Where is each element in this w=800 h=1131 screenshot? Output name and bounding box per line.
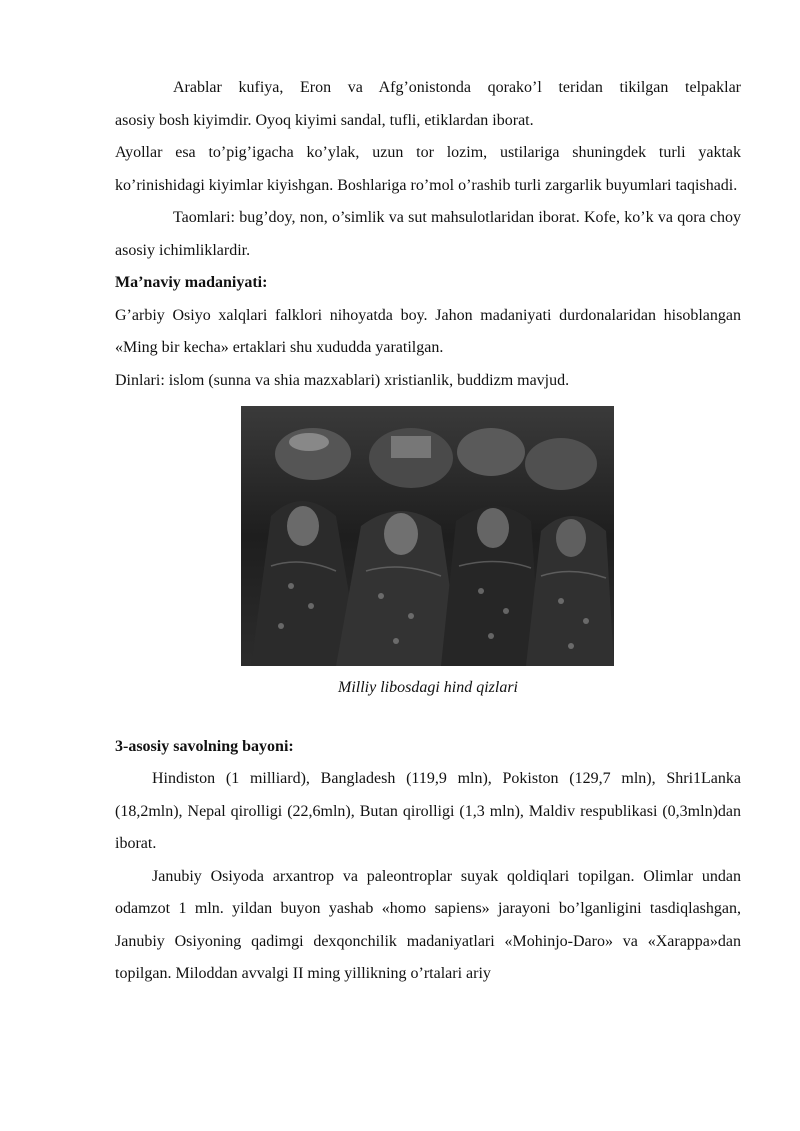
photo-illustration [241,406,614,666]
paragraph-food: Taomlari: bug’doy, non, o’simlik va sut mahsulotlaridan iborat. Kofe, ko’k va qora choy asosiy ichimliklardir. [115,209,741,259]
paragraph-folklore: G’arbiy Osiyo xalqlari falklori nihoyatda boy. Jahon madaniyati durdonalaridan hisoblangan «Ming bir kecha» ertaklari shu xududda yaratilgan. [115,306,741,356]
paragraph-religions: Dinlari: islom (sunna va shia mazxablari) xristianlik, buddizm mavjud. [115,371,570,389]
paragraph-clothing-men-cont: asosiy bosh kiyimdir. Oyoq kiyimi sandal, tufli, etiklardan iborat. [115,111,534,129]
photo-caption: Milliy libosdagi hind qizlari [337,679,518,696]
photo-indian-girls [241,406,614,666]
paragraph-countries: Hindiston (1 milliard), Bangladesh (119,9 mln), Pokiston (129,7 mln), Shri1Lanka (18,2mln), Nepal qirolligi (22,6mln), Butan qirolligi (1,3 mln), Maldiv respublikasi (0,3mln)dan iborat. [115,770,741,852]
paragraph-clothing-women: Ayollar esa to’pig’igacha ko’ylak, uzun tor lozim, ustilariga shuningdek turli yaktak ko’rinishidagi kiyimlar kiyishgan. Boshlariga ro’mol o’rashib turli zargarlik buyumlari taqishadi. [115,144,741,194]
heading-spiritual-culture: Ma’naviy madaniyati: [115,274,268,291]
paragraph-history: Janubiy Osiyoda arxantrop va paleontroplar suyak qoldiqlari topilgan. Olimlar undan odamzot 1 mln. yildan buyon yashab «homo sapiens» jarayoni bo’lganligini tasdiqlashgan, Janubiy Osiyoning qadimgi dexqonchilik madaniyatlari «Mohinjo-Daro» va «Xarappa»dan topilgan. Miloddan avvalgi II ming yillikning o’rtalari ariy [115,867,741,982]
document-page [115,72,741,991]
spacer [115,705,741,731]
paragraph-clothing-men: Arablar kufiya, Eron va Afg’onistonda qorako’l teridan tikilgan telpaklar [173,79,741,96]
heading-section-3: 3-asosiy savolning bayoni: [115,737,294,755]
